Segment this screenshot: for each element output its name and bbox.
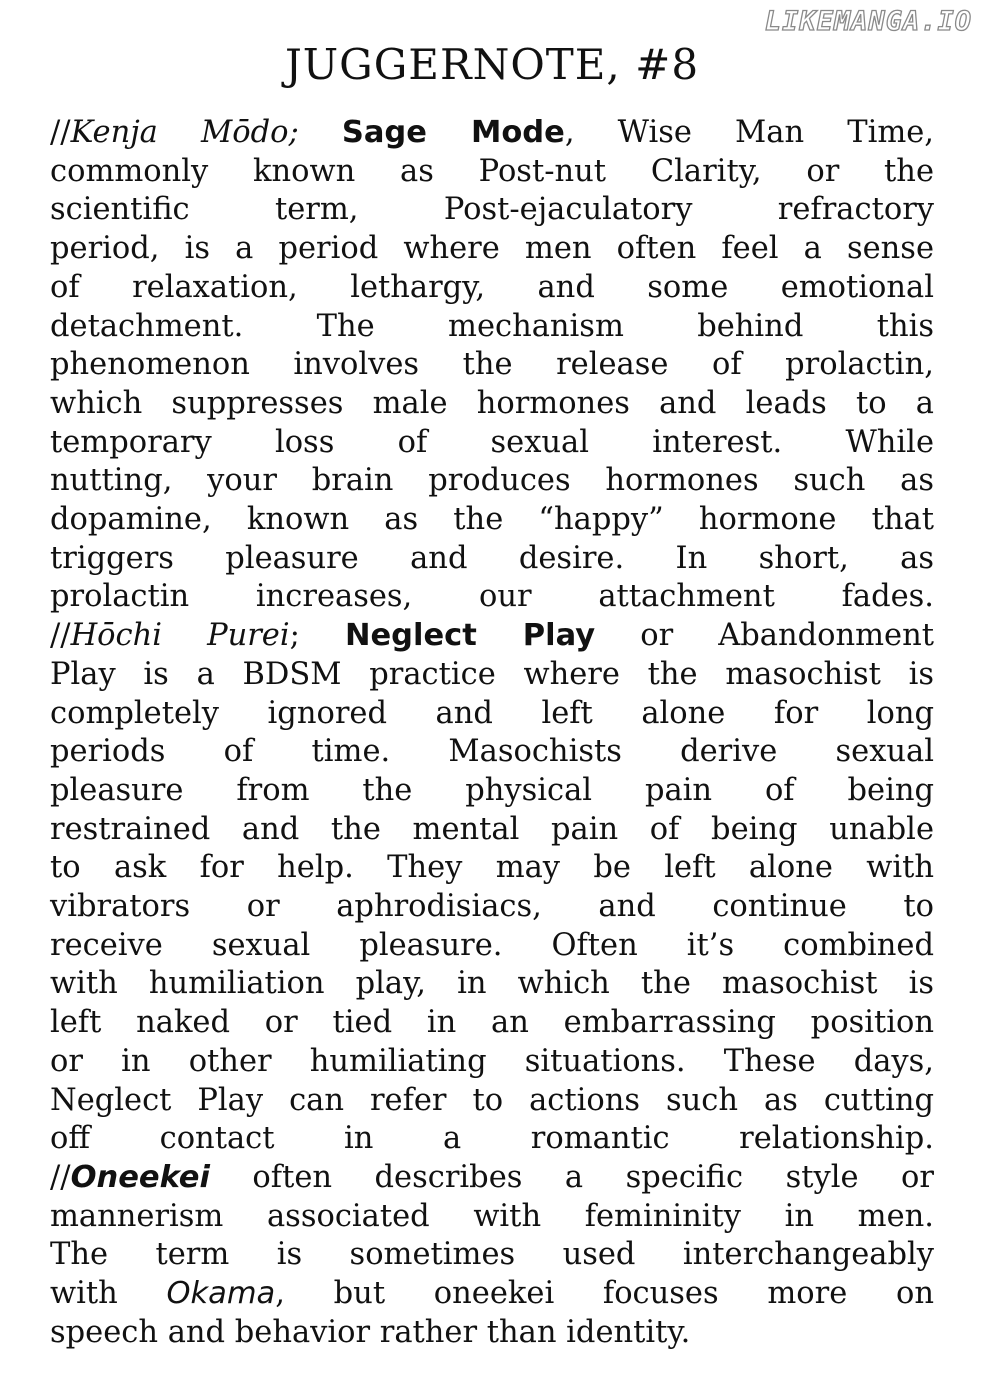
text-line: //Oneekei often describes a specific style or xyxy=(50,1159,934,1195)
text-line: scientific term, Post-ejaculatory refractory xyxy=(50,192,934,228)
text-line: speech and behavior rather than identity. xyxy=(50,1314,691,1350)
text-line: receive sexual pleasure. Often it’s combined xyxy=(50,927,934,963)
text-line: completely ignored and left alone for long xyxy=(50,695,934,731)
term-hochi-purei: Hōchi Purei xyxy=(70,618,290,654)
term-kenja-modo: Kenja Mōdo; xyxy=(70,115,299,150)
text-line: periods of time. Masochists derive sexual xyxy=(50,734,934,770)
glossary-text xyxy=(50,114,934,1353)
text-line: prolactin increases, our attachment fades. xyxy=(50,579,934,615)
text-line: temporary loss of sexual interest. While xyxy=(50,424,934,460)
text-line: with humiliation play, in which the masochist is xyxy=(50,966,934,1002)
text-line: commonly known as Post-nut Clarity, or the xyxy=(50,153,934,189)
text-line: nutting, your brain produces hormones such as xyxy=(50,463,934,499)
term-sage-mode: Sage Mode xyxy=(341,115,565,150)
text-line: triggers pleasure and desire. In short, as xyxy=(50,540,934,576)
text-line: or in other humiliating situations. These days, xyxy=(50,1043,934,1079)
text-line: off contact in a romantic relationship. xyxy=(50,1121,934,1157)
text-line: restrained and the mental pain of being unable xyxy=(50,811,934,847)
text-line: detachment. The mechanism behind this xyxy=(50,308,934,344)
text-line: period, is a period where men often feel a sense xyxy=(50,231,934,267)
text-line: The term is sometimes used interchangeably xyxy=(50,1237,934,1273)
text-line: pleasure from the physical pain of being xyxy=(50,772,934,808)
page-title: JUGGERNOTE, #8 xyxy=(284,40,700,89)
text-line: Neglect Play can refer to actions such as cutting xyxy=(50,1082,934,1118)
text-line: phenomenon involves the release of prolactin, xyxy=(50,347,934,383)
term-oneekei: Oneekei xyxy=(70,1159,210,1195)
text-line: //Hōchi Purei; Neglect Play or Abandonment xyxy=(50,618,934,654)
text-line: left naked or tied in an embarrassing position xyxy=(50,1005,934,1041)
text-line: dopamine, known as the “happy” hormone that xyxy=(50,502,934,538)
text-line: of relaxation, lethargy, and some emotional xyxy=(50,269,934,305)
text-line: which suppresses male hormones and leads to a xyxy=(50,385,934,421)
text-line: Play is a BDSM practice where the masochist is xyxy=(50,656,934,692)
term-okama: Okama xyxy=(166,1276,276,1312)
text-line: vibrators or aphrodisiacs, and continue to xyxy=(50,889,934,925)
text-line: mannerism associated with femininity in men. xyxy=(50,1198,934,1234)
site-watermark: LIKEMANGA.IO xyxy=(764,6,972,37)
term-neglect-play: Neglect Play xyxy=(344,618,596,654)
text-line: //Kenja Mōdo; Sage Mode, Wise Man Time, xyxy=(50,115,934,150)
text-line: with Okama, but oneekei focuses more on xyxy=(50,1276,934,1312)
text-line: to ask for help. They may be left alone with xyxy=(50,850,934,886)
